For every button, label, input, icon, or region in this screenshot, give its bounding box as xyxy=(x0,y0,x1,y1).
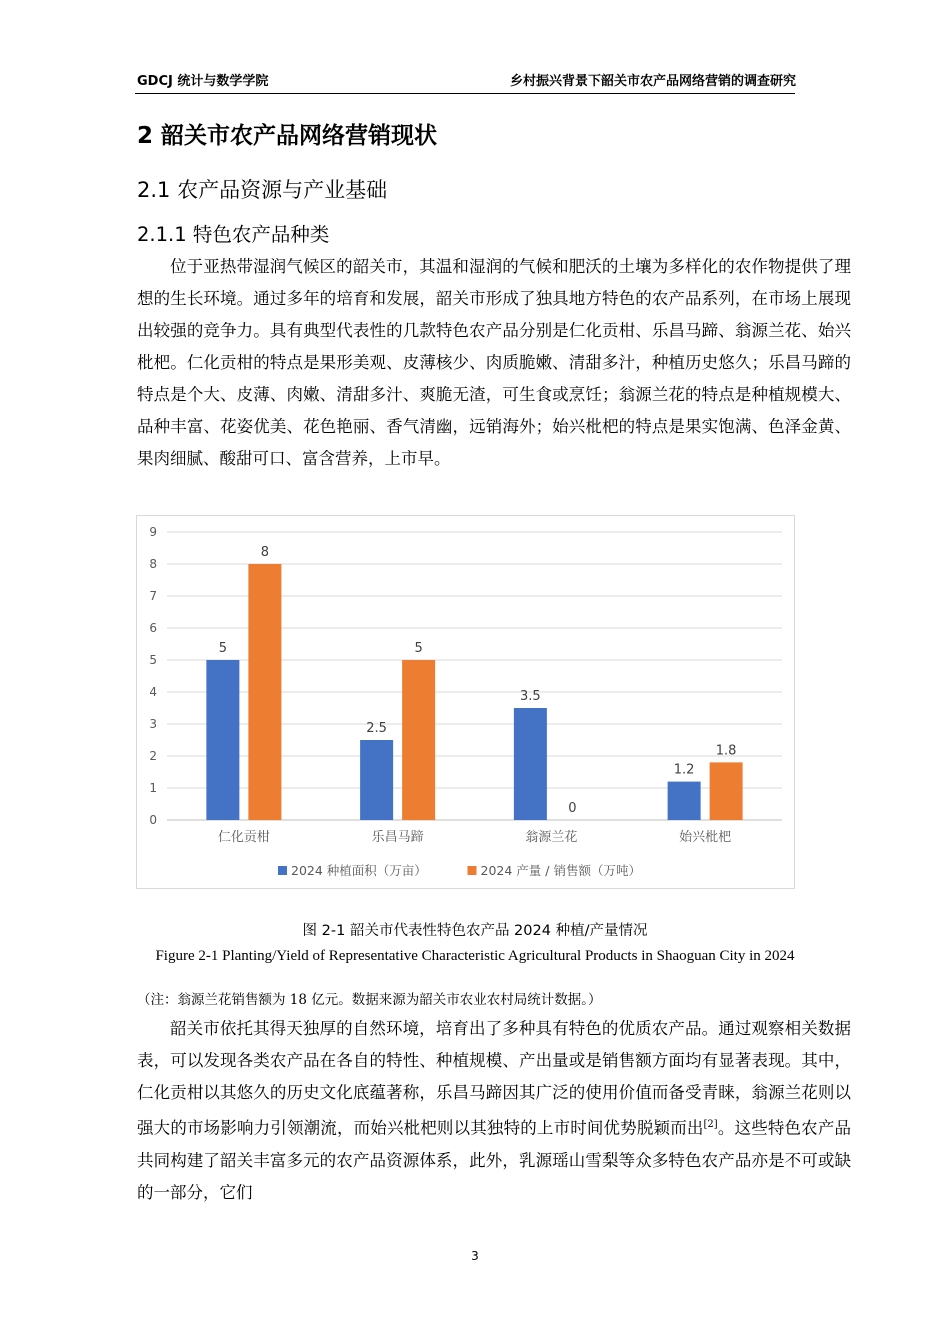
figure-caption-chinese: 图 2-1 韶关市代表性特色农产品 2024 种植/产量情况 xyxy=(302,923,648,939)
x-tick-label: 始兴枇杷 xyxy=(679,830,732,845)
figure-note: （注：翁源兰花销售额为 18 亿元。数据来源为韶关市农业农村局统计数据。） xyxy=(137,992,602,1008)
bar xyxy=(402,660,435,820)
body-paragraph-1: 位于亚热带湿润气候区的韶关市，其温和湿润的气候和肥沃的土壤为多样化的农作物提供了理想的生长环境。通过多年的培育和发展，韶关市形成了独具地方特色的农产品系列，在市场上展现出较强的竞争力。具有典型代表性的几款特色农产品分别是仁化贡柑、乐昌马蹄、翁源兰花、始兴枇杷。仁化贡柑的特点是果形美观、皮薄核少、肉质脆嫩、清甜多汁，种植历史悠久；乐昌马蹄的特点是个大、皮薄、肉嫩、清甜多汁、爽脆无渣，可生食或烹饪；翁源兰花的特点是种植规模大、品种丰富、花姿优美、花色艳丽、香气清幽，远销海外；始兴枇杷的特点是果实饱满、色泽金黄、果肉细腻、酸甜可口、富含营养，上市早。 xyxy=(137,257,851,468)
bar xyxy=(710,762,743,820)
figure-caption-english: Figure 2-1 Planting/Yield of Representative Characteristic Agricultural Products in Shaoguan City in 2024 xyxy=(155,948,795,964)
y-tick-label: 7 xyxy=(149,589,157,603)
data-label: 5 xyxy=(218,641,228,656)
paragraph-text: 。这些特色农产品共同构建了韶关丰富多元的农产品资源体系，此外，乳源瑶山雪梨等众多特色农产品亦是不可或缺的一部分，它们 xyxy=(137,1118,852,1202)
header-rule xyxy=(135,93,795,94)
chart-container xyxy=(136,515,795,889)
running-header-right: 乡村振兴背景下韶关市农产品网络营销的调查研究 xyxy=(509,74,796,89)
bar xyxy=(360,740,393,820)
bar xyxy=(514,708,547,820)
data-label: 3.5 xyxy=(520,689,541,704)
subsubsection-title: 2.1.1 特色农产品种类 xyxy=(137,223,330,246)
y-tick-label: 9 xyxy=(149,525,157,539)
x-tick-label: 仁化贡柑 xyxy=(217,830,270,845)
page-number: 3 xyxy=(471,1249,479,1263)
data-label: 8 xyxy=(260,545,270,560)
x-tick-label: 翁源兰花 xyxy=(525,830,578,845)
legend-swatch xyxy=(468,866,477,875)
y-tick-label: 2 xyxy=(149,749,157,763)
running-header-left: GDCJ 统计与数学学院 xyxy=(137,74,269,89)
body-paragraph-2 xyxy=(137,1013,851,1209)
legend-swatch xyxy=(278,866,287,875)
bar xyxy=(206,660,239,820)
data-label: 1.8 xyxy=(715,743,737,759)
data-label: 5 xyxy=(414,641,423,656)
bar xyxy=(668,782,701,820)
legend-label: 2024 产量 / 销售额（万吨） xyxy=(480,863,641,878)
x-tick-label: 乐昌马蹄 xyxy=(371,830,424,845)
citation-ref[interactable]: [2] xyxy=(703,1119,718,1130)
bar-chart xyxy=(137,516,794,888)
y-tick-label: 0 xyxy=(149,813,157,827)
y-tick-label: 1 xyxy=(149,781,157,795)
y-tick-label: 4 xyxy=(149,685,157,699)
section-title: 2 韶关市农产品网络营销现状 xyxy=(137,123,438,149)
subsection-title: 2.1 农产品资源与产业基础 xyxy=(137,178,388,202)
y-tick-label: 8 xyxy=(149,557,157,571)
bar xyxy=(248,564,281,820)
data-label: 1.2 xyxy=(673,762,695,778)
legend-label: 2024 种植面积（万亩） xyxy=(291,863,427,878)
y-tick-label: 5 xyxy=(149,653,157,667)
y-tick-label: 6 xyxy=(149,621,157,635)
data-label: 0 xyxy=(568,801,577,816)
data-label: 2.5 xyxy=(366,721,387,736)
paragraph-text: 韶关市依托其得天独厚的自然环境，培育出了多种具有特色的优质农产品。通过观察相关数据表，可以发现各类农产品在各自的特性、种植规模、产出量或是销售额方面均有显著表现。其中，仁化贡柑以其悠久的历史文化底蕴著称，乐昌马蹄因其广泛的使用价值而备受青睐，翁源兰花则以强大的市场影响力引领潮流，而始兴枇杷则以其独特的上市时间优势脱颖而出 xyxy=(137,1019,851,1138)
y-tick-label: 3 xyxy=(149,717,157,731)
